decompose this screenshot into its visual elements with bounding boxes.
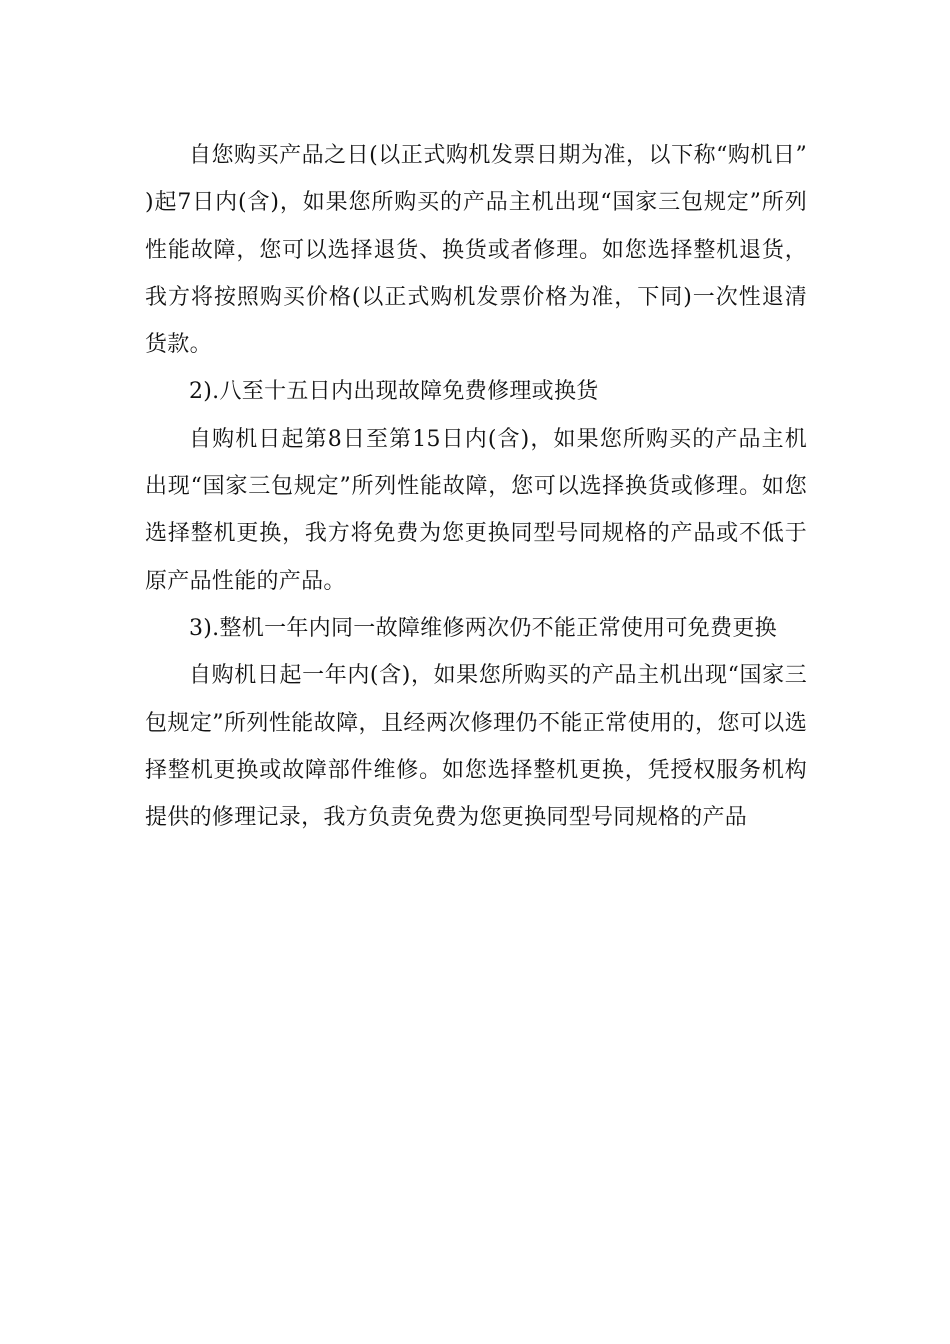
document-body [145, 132, 807, 841]
paragraph-exchange-policy: 自购机日起第8日至第15日内(含)，如果您所购买的产品主机出现“国家三包规定”所列性能故障，您可以选择换货或修理。如您选择整机更换，我方将免费为您更换同型号同规格的产品或不低于原产品性能的产品。 [145, 426, 807, 594]
paragraph-replacement-policy: 自购机日起一年内(含)，如果您所购买的产品主机出现“国家三包规定”所列性能故障，且经两次修理仍不能正常使用的，您可以选择整机更换或故障部件维修。如您选择整机更换，凭授权服务机构提供的修理记录，我方负责免费为您更换同型号同规格的产品 [145, 663, 807, 831]
section-heading-day-8-15: 2).八至十五日内出现故障免费修理或换货 [189, 379, 599, 405]
section-heading-one-year: 3).整机一年内同一故障维修两次仍不能正常使用可免费更换 [189, 615, 777, 641]
paragraph-return-policy: 自您购买产品之日(以正式购机发票日期为准，以下称“购机日”)起7日内(含)，如果您所购买的产品主机出现“国家三包规定”所列性能故障，您可以选择退货、换货或者修理。如您选择整机退货，我方将按照购买价格(以正式购机发票价格为准，下同)一次性退清货款。 [145, 143, 807, 358]
